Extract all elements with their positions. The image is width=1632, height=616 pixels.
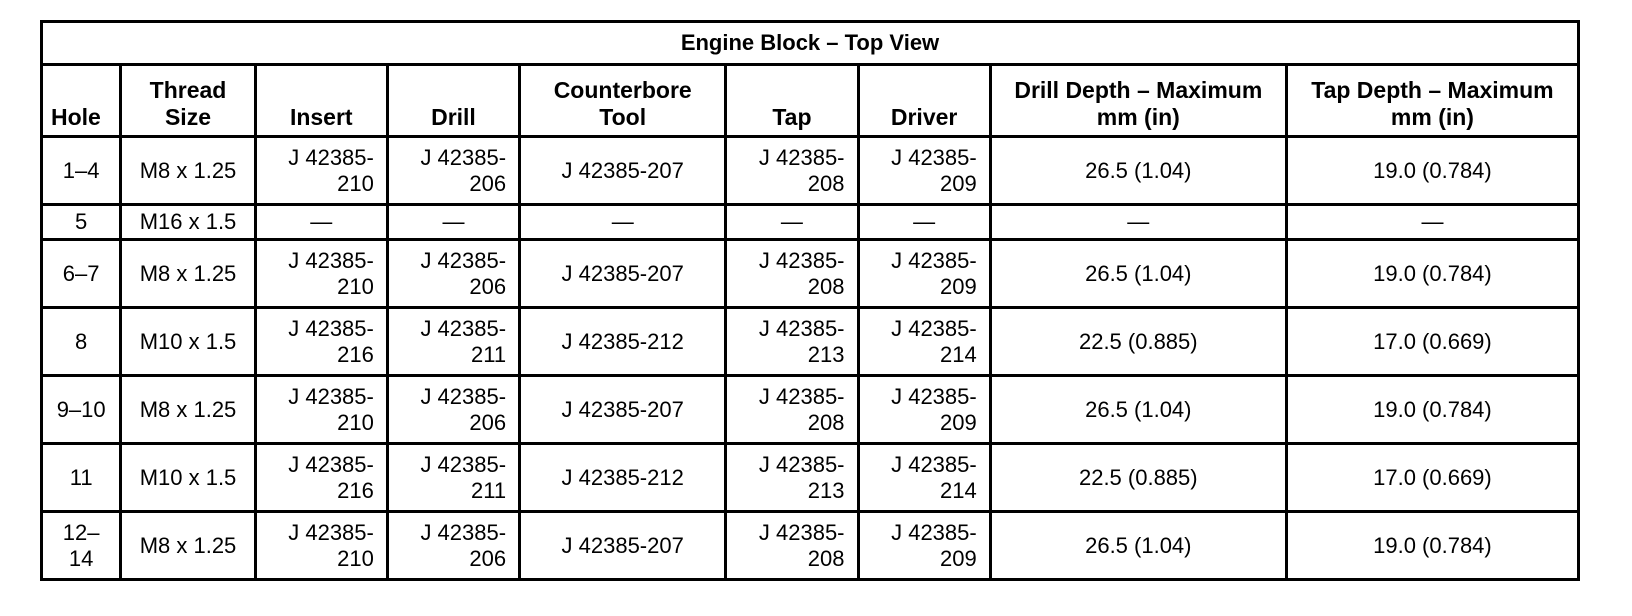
cell-drill-line2: 211 (470, 477, 507, 503)
cell-driver-line2: 209 (940, 170, 977, 196)
cell-drill-line1: J 42385- (420, 247, 507, 273)
cell-insert-line1: J 42385- (288, 383, 374, 409)
cell-drill-line1: J 42385- (420, 519, 507, 545)
cell-thread-size: M8 x 1.25 (121, 137, 255, 205)
cell-tap (726, 240, 858, 308)
cell-insert (255, 512, 387, 580)
col-header-tap-depth: Tap Depth – Maximum mm (in) (1286, 65, 1578, 137)
cell-tap-line1: J 42385- (758, 247, 845, 273)
cell-driver (858, 240, 990, 308)
col-header-drill-depth: Drill Depth – Maximum mm (in) (990, 65, 1286, 137)
cell-tap-depth: 19.0 (0.784) (1286, 512, 1578, 580)
table-row (42, 205, 1579, 240)
cell-drill-depth: 26.5 (1.04) (990, 240, 1286, 308)
cell-thread-size: M10 x 1.5 (121, 308, 255, 376)
cell-insert-line1: J 42385- (288, 451, 374, 477)
table-row (42, 137, 1579, 205)
cell-tap-depth: — (1286, 205, 1578, 240)
table-row (42, 308, 1579, 376)
cell-drill (387, 205, 519, 240)
cell-driver-line1: J 42385- (891, 247, 977, 273)
cell-tap-depth: 19.0 (0.784) (1286, 137, 1578, 205)
cell-insert (255, 444, 387, 512)
cell-drill-line2: 206 (469, 273, 507, 299)
cell-tap-depth: 19.0 (0.784) (1286, 376, 1578, 444)
cell-thread-size: M16 x 1.5 (121, 205, 255, 240)
cell-insert (255, 137, 387, 205)
cell-drill-line1: J 42385- (420, 315, 507, 341)
cell-hole: 9–10 (42, 376, 121, 444)
cell-drill-line2: 211 (470, 341, 507, 367)
cell-insert-line1: J 42385- (288, 519, 374, 545)
cell-driver-line2: 209 (940, 545, 977, 571)
cell-hole: 5 (42, 205, 121, 240)
cell-driver-line2: 214 (940, 341, 977, 367)
cell-driver-line1: J 42385- (891, 383, 977, 409)
cell-drill-line1: J 42385- (420, 144, 507, 170)
cell-insert-value: — (310, 209, 333, 234)
cell-tap (726, 512, 858, 580)
header-row (42, 65, 1579, 137)
cell-drill (387, 376, 519, 444)
cell-tap (726, 308, 858, 376)
cell-drill (387, 512, 519, 580)
cell-counterbore-tool: J 42385-207 (520, 376, 726, 444)
cell-insert-line2: 210 (337, 273, 374, 299)
col-header-thread-size: Thread Size (121, 65, 255, 137)
cell-drill-depth: 22.5 (0.885) (990, 308, 1286, 376)
cell-drill-depth: — (990, 205, 1286, 240)
cell-insert-line2: 210 (337, 545, 374, 571)
table-row (42, 444, 1579, 512)
col-header-insert: Insert (255, 65, 387, 137)
cell-insert-line2: 210 (337, 409, 374, 435)
cell-hole: 8 (42, 308, 121, 376)
cell-drill (387, 308, 519, 376)
cell-tap-line2: 213 (807, 341, 845, 367)
cell-counterbore-tool: — (520, 205, 726, 240)
cell-tap (726, 137, 858, 205)
cell-tap (726, 376, 858, 444)
cell-driver (858, 137, 990, 205)
cell-drill-value: — (442, 209, 465, 234)
cell-tap-line1: J 42385- (758, 144, 845, 170)
cell-tap-depth: 17.0 (0.669) (1286, 308, 1578, 376)
cell-drill-line1: J 42385- (420, 383, 507, 409)
col-header-counterbore-tool: Counterbore Tool (520, 65, 726, 137)
cell-hole: 12– 14 (42, 512, 121, 580)
cell-tap-line1: J 42385- (758, 383, 845, 409)
cell-insert (255, 308, 387, 376)
cell-tap-depth: 19.0 (0.784) (1286, 240, 1578, 308)
cell-tap-line2: 208 (807, 273, 845, 299)
cell-hole: 11 (42, 444, 121, 512)
cell-driver-line2: 209 (940, 273, 977, 299)
cell-insert-line2: 216 (337, 341, 374, 367)
cell-driver-line1: J 42385- (891, 315, 977, 341)
cell-tap (726, 444, 858, 512)
cell-insert-line1: J 42385- (288, 315, 374, 341)
cell-thread-size: M10 x 1.5 (121, 444, 255, 512)
cell-driver-value: — (913, 209, 936, 234)
table-row (42, 240, 1579, 308)
cell-counterbore-tool: J 42385-212 (520, 444, 726, 512)
cell-driver (858, 444, 990, 512)
cell-tap-depth: 17.0 (0.669) (1286, 444, 1578, 512)
cell-driver-line2: 214 (940, 477, 977, 503)
cell-counterbore-tool: J 42385-207 (520, 240, 726, 308)
cell-drill-depth: 22.5 (0.885) (990, 444, 1286, 512)
cell-insert-line2: 216 (337, 477, 374, 503)
cell-driver (858, 376, 990, 444)
cell-thread-size: M8 x 1.25 (121, 376, 255, 444)
cell-driver (858, 308, 990, 376)
table-row (42, 512, 1579, 580)
cell-tap-line2: 208 (807, 170, 845, 196)
col-header-hole: Hole (42, 65, 121, 137)
cell-insert (255, 205, 387, 240)
cell-driver-line1: J 42385- (891, 144, 977, 170)
cell-hole: 6–7 (42, 240, 121, 308)
cell-drill (387, 137, 519, 205)
cell-tap-line1: J 42385- (758, 519, 845, 545)
cell-tap (726, 205, 858, 240)
cell-counterbore-tool: J 42385-207 (520, 137, 726, 205)
cell-drill-depth: 26.5 (1.04) (990, 137, 1286, 205)
cell-driver-line1: J 42385- (891, 451, 977, 477)
table-row (42, 376, 1579, 444)
cell-tap-line2: 208 (807, 409, 845, 435)
cell-drill-depth: 26.5 (1.04) (990, 512, 1286, 580)
engine-block-table (40, 20, 1580, 581)
cell-hole: 1–4 (42, 137, 121, 205)
col-header-drill: Drill (387, 65, 519, 137)
cell-counterbore-tool: J 42385-207 (520, 512, 726, 580)
cell-drill-line1: J 42385- (420, 451, 507, 477)
cell-insert (255, 240, 387, 308)
table-title: Engine Block – Top View (42, 22, 1579, 65)
cell-tap-line1: J 42385- (758, 315, 845, 341)
cell-drill-depth: 26.5 (1.04) (990, 376, 1286, 444)
cell-drill (387, 240, 519, 308)
table-body (42, 137, 1579, 580)
cell-tap-line2: 208 (807, 545, 845, 571)
cell-tap-value: — (780, 209, 803, 234)
cell-insert (255, 376, 387, 444)
cell-driver (858, 205, 990, 240)
cell-driver-line1: J 42385- (891, 519, 977, 545)
col-header-tap: Tap (726, 65, 858, 137)
cell-thread-size: M8 x 1.25 (121, 240, 255, 308)
cell-insert-line1: J 42385- (288, 247, 374, 273)
cell-drill (387, 444, 519, 512)
cell-counterbore-tool: J 42385-212 (520, 308, 726, 376)
cell-drill-line2: 206 (469, 545, 507, 571)
cell-thread-size: M8 x 1.25 (121, 512, 255, 580)
cell-driver (858, 512, 990, 580)
col-header-driver: Driver (858, 65, 990, 137)
cell-tap-line1: J 42385- (758, 451, 845, 477)
cell-drill-line2: 206 (469, 409, 507, 435)
cell-insert-line2: 210 (337, 170, 374, 196)
cell-insert-line1: J 42385- (288, 144, 374, 170)
cell-tap-line2: 213 (807, 477, 845, 503)
cell-driver-line2: 209 (940, 409, 977, 435)
cell-drill-line2: 206 (469, 170, 507, 196)
